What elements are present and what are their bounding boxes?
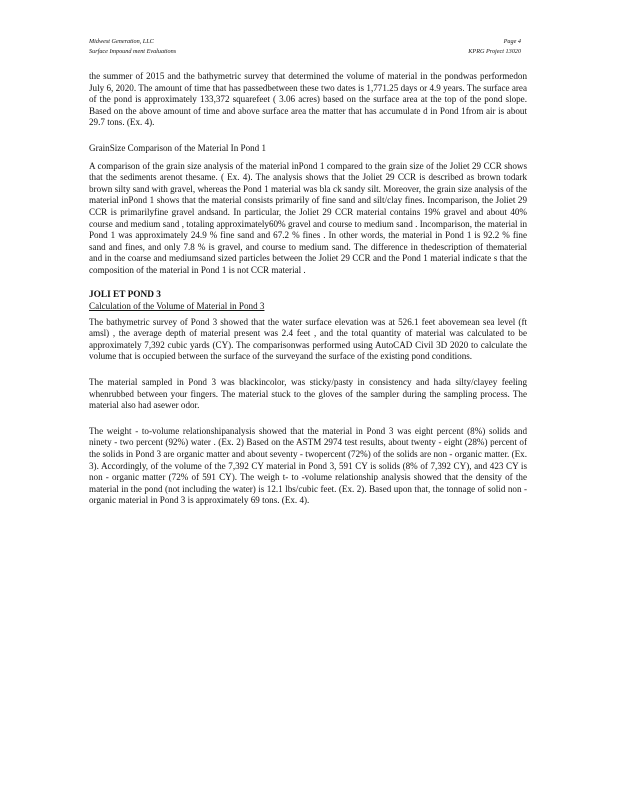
section-heading-pond3: JOLI ET POND 3 <box>89 289 161 300</box>
page-number: Page 4 <box>503 38 521 45</box>
paragraph-weight-volume: The weight - to-volume relationshipanalysis showed that the material in Pond 3 was eight percent (8%) solids and ninety - two percent (92%) water . (Ex. 2) Based on the ASTM 2974 test results, about twenty - eight (28%) percent of the solids in Pond 3 are organic matter and about seventy - twopercent (72%) of the solids are non - organic matter. (Ex. 3). Accordingly, of the volume of the 7,392 CY material in Pond 3, 591 CY is solids (8% of 7,392 CY), and 423 CY is non - organic matter (72% of 591 CY). The weigh t- to -volume relationship analysis showed that the density of the material in the pond (not including the water) is 12.1 lbs/cubic feet. (Ex. 2). Based upon that, the tonnage of solid non - organic material in Pond 3 is approximately 69 tons. (Ex. 4). <box>89 425 527 506</box>
paragraph-material-description: The material sampled in Pond 3 was blackincolor, was sticky/pasty in consistency and hada silty/clayey feeling whenrubbed between your fingers. The material stuck to the gloves of the sampler during the sampling process. The material also had asewer odor. <box>89 377 527 411</box>
paragraph-air-deposition: the summer of 2015 and the bathymetric survey that determined the volume of material in the pondwas performedon July 6, 2020. The amount of time that has passedbetween these two dates is 1,771.25 days or 4.9 years. The surface area of the pond is approximately 133,372 squarefeet ( 3.06 acres) based on the surface area at the top of the pond slope. Based on the above amount of time and above surface area the matter that has accumulate d in Pond 1from air is about 29.7 tons. (Ex. 4). <box>89 71 527 128</box>
document-body <box>89 71 527 507</box>
paragraph-bathymetric-survey: The bathymetric survey of Pond 3 showed that the water surface elevation was at 526.1 feet abovemean sea level (ft amsl) , the average depth of material present was 2.4 feet , and the total quantity of material was calculated to be approximately 7,392 cubic yards (CY). The comparisonwas performed using AutoCAD Civil 3D 2020 to calculate the volume that is occupied between the surface of the surveyand the surface of the existing pond conditions. <box>89 316 527 362</box>
document-subtitle: Surface Impound ment Evaluations <box>89 47 177 55</box>
page-header-left <box>89 37 176 56</box>
company-name: Midwest Generation, LLC <box>89 38 154 45</box>
project-number: KPRG Project 13020 <box>468 47 521 55</box>
paragraph-grain-size: A comparison of the grain size analysis of the material inPond 1 compared to the grain size of the Joliet 29 CCR shows that the sediments arenot thesame. ( Ex. 4). The analysis shows that the Joliet 29 CCR is described as brown todark brown silty sand with gravel, whereas the Pond 1 material was bla ck sandy silt. Moreover, the grain size analysis of the material inPond 1 shows that the material consists primarily of fine sand and silt/clay fines. Incomparison, the Joliet 29 CCR is primarilyfine gravel andsand. In particular, the Joliet 29 CCR material contains 19% gravel and about 40% course and medium sand , totaling approximately60% gravel and course to medium sand . Incomparison, the material in Pond 1 was approximately 24.9 % fine sand and 67.2 % fines . In other words, the material in Pond 1 is 92.2 % fine sand and fines, and only 7.8 % is gravel, and course to medium sand. The difference in thedescription of thematerial and in the coarse and mediumsand sized particles between the Joliet 29 CCR and the Pond 1 material indicate s that the composition of the material in Pond 1 is not CCR material . <box>89 160 527 275</box>
section-heading-grain-size: GrainSize Comparison of the Material In Pond 1 <box>89 142 267 153</box>
subheading-volume-calculation: Calculation of the Volume of Material in Pond 3 <box>89 301 265 312</box>
page-header-right <box>468 37 521 56</box>
